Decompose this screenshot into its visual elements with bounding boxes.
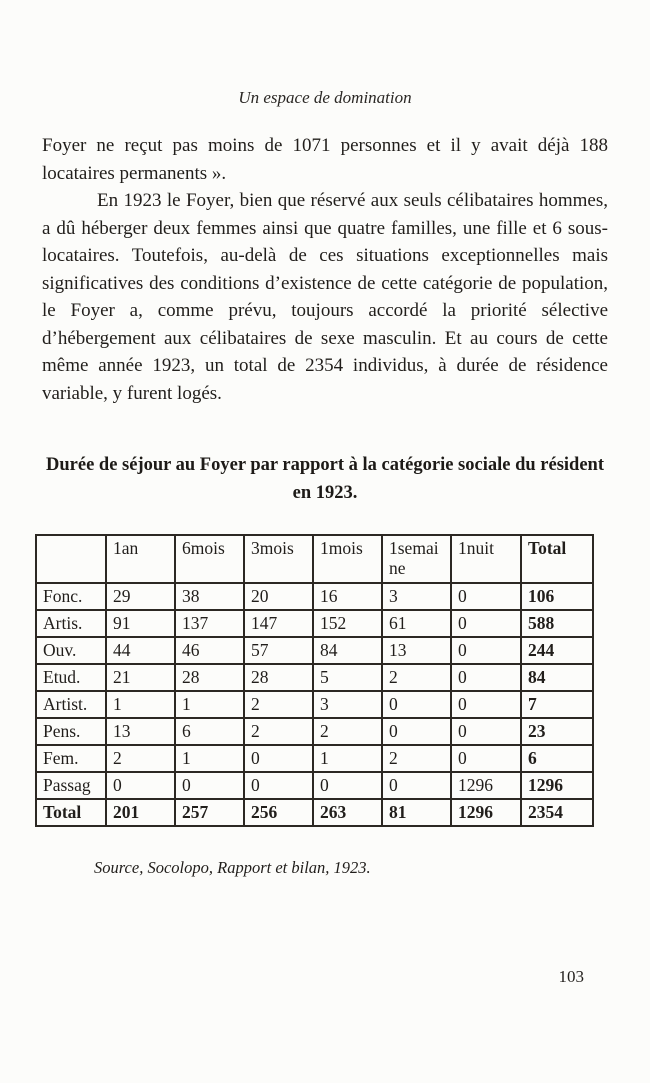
cell: 5 (313, 664, 382, 691)
cell: 28 (244, 664, 313, 691)
cell: 2 (244, 718, 313, 745)
cell: 3 (382, 583, 451, 610)
cell: 61 (382, 610, 451, 637)
cell: 201 (106, 799, 175, 826)
cell: 0 (244, 772, 313, 799)
cell: 137 (175, 610, 244, 637)
table-row (36, 718, 593, 745)
cell: 0 (382, 691, 451, 718)
cell: 28 (175, 664, 244, 691)
cell: 1 (175, 691, 244, 718)
cell-total: 7 (521, 691, 593, 718)
table-header-row (36, 535, 593, 583)
cell: 0 (382, 772, 451, 799)
cell: 29 (106, 583, 175, 610)
cell: 38 (175, 583, 244, 610)
cell: 0 (313, 772, 382, 799)
cell: 0 (451, 610, 521, 637)
cell: 20 (244, 583, 313, 610)
cell: 13 (382, 637, 451, 664)
cell: 0 (175, 772, 244, 799)
cell: 2 (313, 718, 382, 745)
cell: 256 (244, 799, 313, 826)
running-header: Un espace de domination (238, 88, 412, 107)
table-row (36, 691, 593, 718)
cell-total: 2354 (521, 799, 593, 826)
cell: 21 (106, 664, 175, 691)
cell: 147 (244, 610, 313, 637)
cell: 1 (313, 745, 382, 772)
header-category (36, 535, 106, 583)
cell: 152 (313, 610, 382, 637)
cell: 0 (451, 637, 521, 664)
header-1semaine: 1semaine (382, 535, 451, 583)
paragraph-2: En 1923 le Foyer, bien que réservé aux seuls célibataires hommes, a dû héberger deux femmes ainsi que quatre familles, une fille et 6 sous-locataires. Toutefois, au-delà de ces situations exceptionnelles mais significatives des conditions d’existence de cette catégorie de population, le Foyer a, comme prévu, toujours accordé la priorité sélective d’hébergement aux célibataires de sexe masculin. Et au cours de cette même année 1923, un total de 2354 individus, à durée de résidence variable, y furent logés. (42, 190, 608, 404)
cell: 0 (451, 583, 521, 610)
cell-total: 244 (521, 637, 593, 664)
row-label: Total (36, 799, 106, 826)
duration-of-stay-table (35, 534, 594, 827)
cell: 3 (313, 691, 382, 718)
cell: 1 (106, 691, 175, 718)
cell: 2 (244, 691, 313, 718)
cell: 16 (313, 583, 382, 610)
row-label: Fem. (36, 745, 106, 772)
cell: 263 (313, 799, 382, 826)
row-label: Pens. (36, 718, 106, 745)
cell: 0 (451, 691, 521, 718)
header-6mois: 6mois (175, 535, 244, 583)
cell: 257 (175, 799, 244, 826)
header-total: Total (521, 535, 593, 583)
table-row (36, 772, 593, 799)
cell: 0 (244, 745, 313, 772)
cell: 2 (382, 664, 451, 691)
cell: 91 (106, 610, 175, 637)
cell: 57 (244, 637, 313, 664)
cell: 0 (451, 718, 521, 745)
cell: 44 (106, 637, 175, 664)
cell-total: 106 (521, 583, 593, 610)
page-number: 103 (558, 967, 584, 986)
table-row (36, 583, 593, 610)
body-text (42, 132, 608, 407)
header-1an: 1an (106, 535, 175, 583)
row-label: Fonc. (36, 583, 106, 610)
cell: 0 (106, 772, 175, 799)
header-1mois: 1mois (313, 535, 382, 583)
row-label: Artist. (36, 691, 106, 718)
table-row (36, 664, 593, 691)
cell: 6 (175, 718, 244, 745)
row-label: Ouv. (36, 637, 106, 664)
cell-total: 588 (521, 610, 593, 637)
cell: 2 (106, 745, 175, 772)
cell-total: 84 (521, 664, 593, 691)
cell-total: 1296 (521, 772, 593, 799)
cell: 1296 (451, 799, 521, 826)
table-total-row (36, 799, 593, 826)
row-label: Artis. (36, 610, 106, 637)
cell: 13 (106, 718, 175, 745)
header-1nuit: 1nuit (451, 535, 521, 583)
header-3mois: 3mois (244, 535, 313, 583)
cell: 1 (175, 745, 244, 772)
row-label: Passag (36, 772, 106, 799)
table-title: Durée de séjour au Foyer par rapport à la catégorie sociale du résident en 1923. (46, 455, 604, 503)
cell: 84 (313, 637, 382, 664)
cell-total: 23 (521, 718, 593, 745)
paragraph-1: Foyer ne reçut pas moins de 1071 personnes et il y avait déjà 188 locataires permanents ». (42, 135, 608, 184)
cell: 0 (382, 718, 451, 745)
cell: 2 (382, 745, 451, 772)
table-row (36, 610, 593, 637)
table-row (36, 745, 593, 772)
table-row (36, 637, 593, 664)
cell: 81 (382, 799, 451, 826)
cell: 0 (451, 745, 521, 772)
row-label: Etud. (36, 664, 106, 691)
source-note: Source, Socolopo, Rapport et bilan, 1923. (94, 858, 371, 877)
cell: 46 (175, 637, 244, 664)
cell: 0 (451, 664, 521, 691)
cell-total: 6 (521, 745, 593, 772)
cell: 1296 (451, 772, 521, 799)
